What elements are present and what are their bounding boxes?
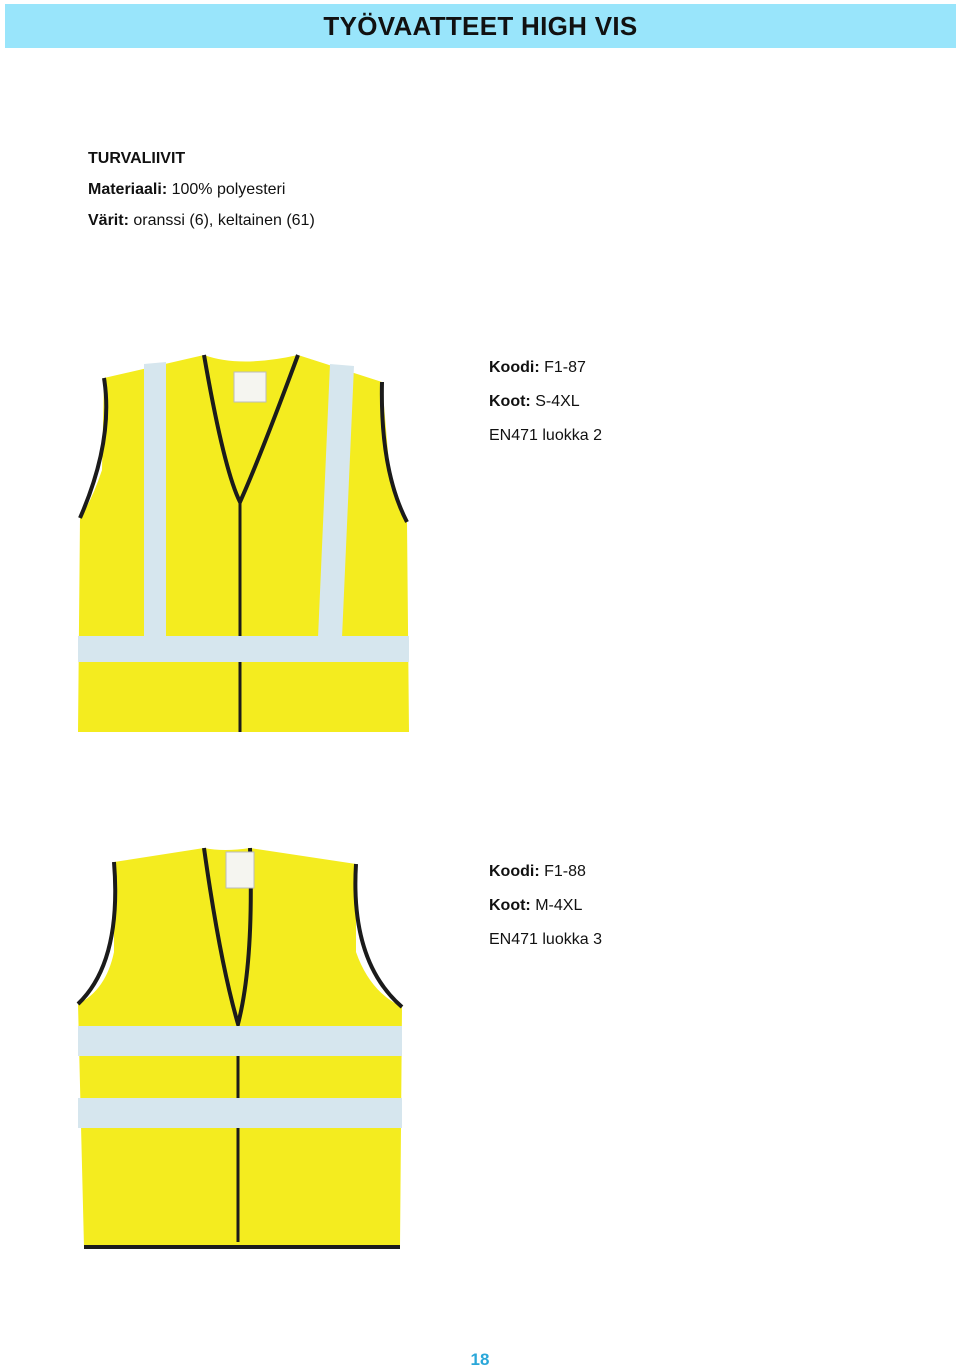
vest-label-tag [234,372,266,402]
sizes-line [489,385,602,419]
sizes-value: M-4XL [530,897,583,914]
category-heading: TURVALIIVIT [88,150,186,167]
product-intro [88,146,315,239]
vest-label-tag [226,852,254,888]
code-label: Koodi: [489,863,540,880]
reflective-band-lower [78,1098,402,1128]
header-bar [5,4,956,48]
standard-line: EN471 luokka 2 [489,427,602,444]
material-label: Materiaali: [88,181,168,198]
standard-line: EN471 luokka 3 [489,931,602,948]
page-title: TYÖVAATTEET HIGH VIS [323,11,638,41]
reflective-band-upper [78,1026,402,1056]
sizes-label: Koot: [489,393,531,410]
vest-body [78,355,409,732]
material-line [88,177,315,208]
product-spec-f1-87 [489,351,602,453]
code-value: F1-87 [539,359,586,376]
material-value: 100% polyesteri [167,181,286,198]
colors-label: Värit: [88,212,129,229]
sizes-value: S-4XL [530,393,580,410]
sizes-line [489,889,602,923]
code-line [489,351,602,385]
code-line [489,855,602,889]
page-number: 18 [470,1350,490,1369]
reflective-band [78,636,409,662]
reflective-strap-left [144,362,166,638]
vest-image-class2 [74,350,414,732]
code-value: F1-88 [539,863,586,880]
colors-line [88,208,315,239]
vest-image-class3 [74,842,406,1252]
product-spec-f1-88 [489,855,602,957]
colors-value: oranssi (6), keltainen (61) [128,212,315,229]
sizes-label: Koot: [489,897,531,914]
code-label: Koodi: [489,359,540,376]
